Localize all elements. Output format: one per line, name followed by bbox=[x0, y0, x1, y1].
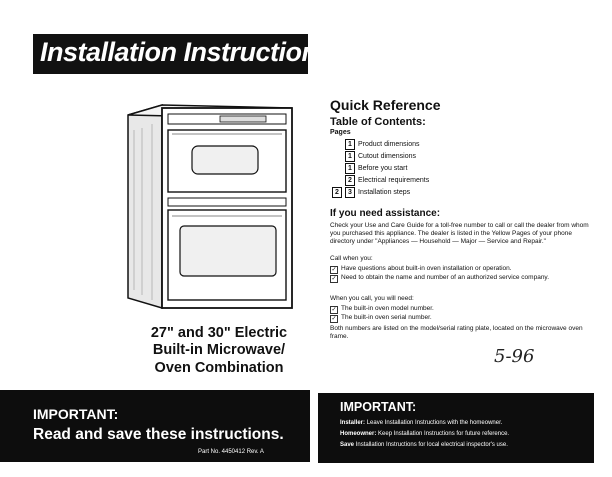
important-line bbox=[340, 442, 508, 448]
page-number-box: 1 bbox=[345, 151, 355, 162]
toc-item bbox=[345, 151, 416, 162]
checkmark-icon: ✓ bbox=[331, 276, 337, 282]
assistance-title: If you need assistance: bbox=[330, 208, 441, 219]
pages-label: Pages bbox=[330, 129, 351, 136]
rating-plate-note: Both numbers are listed on the model/serial rating plate, located on the microwave oven frame. bbox=[330, 325, 583, 340]
toc-item-label: Installation steps bbox=[358, 189, 411, 196]
checkmark-icon: ✓ bbox=[331, 316, 337, 322]
caption-line-1: 27" and 30" Electric bbox=[150, 325, 288, 341]
handwritten-date: 5-96 bbox=[494, 346, 535, 367]
important-line-label: Homeowner: bbox=[340, 431, 377, 437]
part-number: Part No. 4450412 Rev. A bbox=[198, 449, 264, 455]
call-item-text: Need to obtain the name and number of an authorized service company. bbox=[341, 274, 550, 281]
oven-illustration bbox=[120, 100, 300, 320]
product-caption bbox=[139, 325, 299, 377]
toc-item bbox=[345, 175, 429, 186]
call-item bbox=[330, 265, 590, 274]
important-heading-right: IMPORTANT: bbox=[340, 400, 417, 414]
need-item-text: The built-in oven serial number. bbox=[341, 314, 432, 321]
toc-item-label: Product dimensions bbox=[358, 141, 420, 148]
important-line bbox=[340, 420, 502, 426]
page-number-box: 1 bbox=[345, 163, 355, 174]
read-save-instructions: Read and save these instructions. bbox=[33, 426, 284, 443]
call-when-label: Call when you: bbox=[330, 255, 373, 262]
caption-line-3: Oven Combination bbox=[154, 359, 284, 376]
need-item bbox=[330, 314, 590, 323]
quick-reference bbox=[330, 97, 590, 136]
important-line-text: Installation Instructions for local electrical inspector's use. bbox=[355, 442, 508, 448]
call-item bbox=[330, 274, 590, 283]
toc-item-label: Electrical requirements bbox=[358, 177, 430, 184]
need-label: When you call, you will need: bbox=[330, 295, 414, 302]
assistance-intro: Check your Use and Care Guide for a toll-free number to call or call the dealer from whom you purchased this appliance. The dealer is listed in the Yellow Pages of your phone directory under "Appliances — Household — Major — Service and Repair." bbox=[330, 222, 589, 245]
page-title: Installation Instructions bbox=[40, 37, 333, 67]
toc-item bbox=[332, 187, 410, 198]
page-number-box: 2 bbox=[332, 187, 342, 198]
important-line bbox=[340, 431, 509, 437]
important-line-text: Keep Installation Instructions for future reference. bbox=[378, 431, 510, 437]
toc-item-label: Before you start bbox=[358, 165, 408, 172]
need-item bbox=[330, 305, 590, 314]
caption-line-2: Built-in Microwave/ bbox=[152, 342, 286, 359]
important-line-label: Installer: bbox=[340, 420, 366, 426]
page-number-box: 1 bbox=[345, 139, 355, 150]
page-number-box: 2 bbox=[345, 175, 355, 186]
quick-reference-title: Quick Reference bbox=[330, 97, 441, 113]
page-number-box: 3 bbox=[345, 187, 355, 198]
important-heading-left: IMPORTANT: bbox=[33, 406, 119, 422]
checkmark-icon: ✓ bbox=[331, 267, 337, 273]
toc-title: Table of Contents: bbox=[330, 116, 426, 128]
checkmark-icon: ✓ bbox=[331, 307, 337, 313]
toc-item bbox=[345, 163, 407, 174]
toc-item-label: Cutout dimensions bbox=[358, 153, 416, 160]
important-line-label: Save bbox=[340, 442, 355, 448]
important-line-text: Leave Installation Instructions with the homeowner. bbox=[366, 420, 503, 426]
call-item-text: Have questions about built-in oven installation or operation. bbox=[341, 265, 512, 272]
need-item-text: The built-in oven model number. bbox=[341, 305, 434, 312]
toc-item bbox=[345, 139, 419, 150]
